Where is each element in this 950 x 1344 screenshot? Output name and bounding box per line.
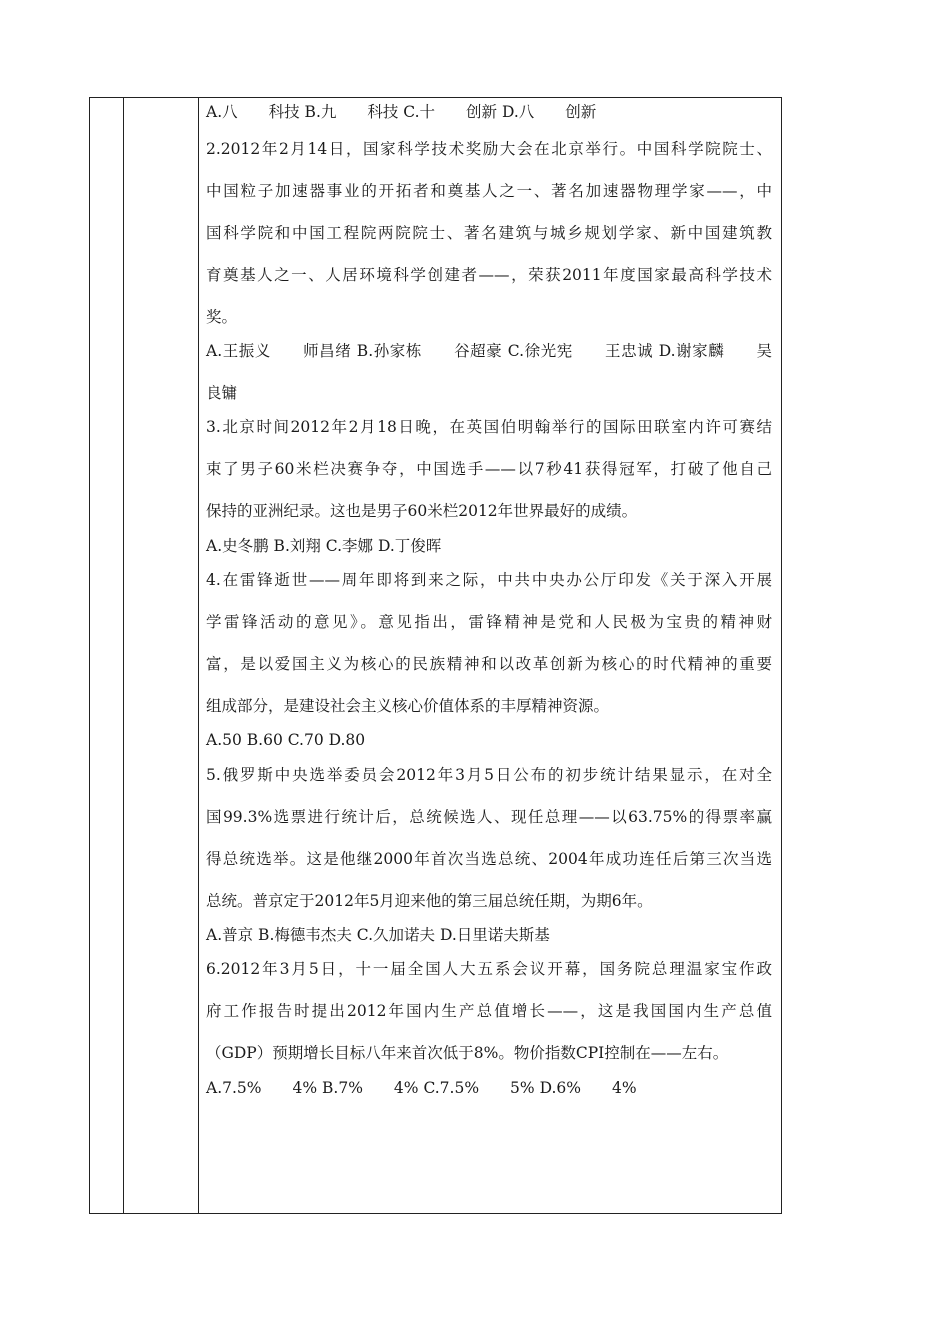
q5-line-1: 5.俄罗斯中央选举委员会2012年3月5日公布的初步统计结果显示，在对全 xyxy=(206,766,772,784)
q3-line-2: 束了男子60米栏决赛争夺，中国选手——以7秒41获得冠军，打破了他自己 xyxy=(206,460,772,478)
q4-line-1: 4.在雷锋逝世——周年即将到来之际，中共中央办公厅印发《关于深入开展 xyxy=(206,571,772,589)
q6-options: A.7.5% 4% B.7% 4% C.7.5% 5% D.6% 4% xyxy=(206,1079,637,1097)
q3-options: A.史冬鹏 B.刘翔 C.李娜 D.丁俊晖 xyxy=(206,537,442,555)
q3-line-1: 3.北京时间2012年2月18日晚，在英国伯明翰举行的国际田联室内许可赛结 xyxy=(206,418,772,436)
q2-line-3: 国科学院和中国工程院两院院士、著名建筑与城乡规划学家、新中国建筑教 xyxy=(206,224,772,242)
q5-options: A.普京 B.梅德韦杰夫 C.久加诺夫 D.日里诺夫斯基 xyxy=(206,926,550,944)
q5-line-2: 国99.3%选票进行统计后，总统候选人、现任总理——以63.75%的得票率赢 xyxy=(206,808,772,826)
q6-line-1: 6.2012年3月5日，十一届全国人大五系会议开幕，国务院总理温家宝作政 xyxy=(206,960,772,978)
q2-line-2: 中国粒子加速器事业的开拓者和奠基人之一、著名加速器物理学家——，中 xyxy=(206,182,772,200)
q3-line-3: 保持的亚洲纪录。这也是男子60米栏2012年世界最好的成绩。 xyxy=(206,502,638,520)
q4-line-4: 组成部分，是建设社会主义核心价值体系的丰厚精神资源。 xyxy=(206,697,610,715)
column-divider-2 xyxy=(198,98,199,1213)
q4-line-2: 学雷锋活动的意见》。意见指出，雷锋精神是党和人民极为宝贵的精神财 xyxy=(206,613,772,631)
q2-line-4: 育奠基人之一、人居环境科学创建者——，荣获2011年度国家最高科学技术 xyxy=(206,266,772,284)
q1-options: A.八 科技 B.九 科技 C.十 创新 D.八 创新 xyxy=(206,103,597,121)
q2-line-5: 奖。 xyxy=(206,308,238,326)
q2-line-1: 2.2012年2月14日，国家科学技术奖励大会在北京举行。中国科学院院士、 xyxy=(206,140,772,158)
q5-line-4: 总统。普京定于2012年5月迎来他的第三届总统任期，为期6年。 xyxy=(206,892,653,910)
q4-options: A.50 B.60 C.70 D.80 xyxy=(206,731,366,749)
q5-line-3: 得总统选举。这是他继2000年首次当选总统、2004年成功连任后第三次当选 xyxy=(206,850,772,868)
column-divider-1 xyxy=(123,98,124,1213)
q6-line-2: 府工作报告时提出2012年国内生产总值增长——，这是我国国内生产总值 xyxy=(206,1002,772,1020)
q2-options-2: 良镛 xyxy=(206,384,238,402)
q6-line-3: （GDP）预期增长目标八年来首次低于8%。物价指数CPI控制在——左右。 xyxy=(206,1044,729,1062)
q2-options-1: A.王振义 师昌绪 B.孙家栋 谷超豪 C.徐光宪 王忠诚 D.谢家麟 吴 xyxy=(206,342,772,360)
q4-line-3: 富，是以爱国主义为核心的民族精神和以改革创新为核心的时代精神的重要 xyxy=(206,655,772,673)
